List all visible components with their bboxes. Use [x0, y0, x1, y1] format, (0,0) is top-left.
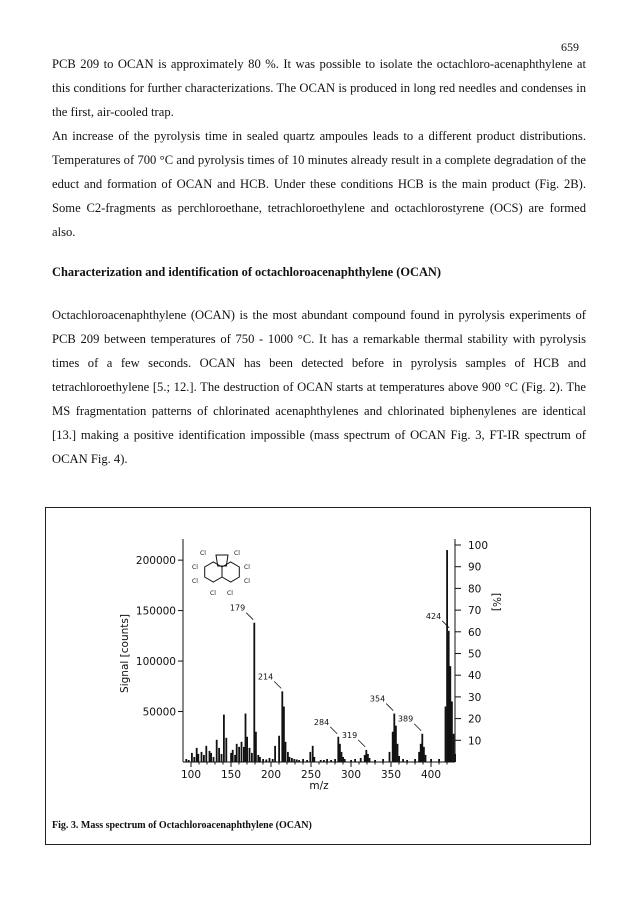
spectrum-peak	[216, 740, 218, 762]
peak-label: 319	[341, 730, 358, 740]
spectrum-peak	[367, 754, 369, 762]
chlorine-label: Cl	[234, 550, 240, 557]
y2-tick-label: 50	[468, 648, 482, 661]
peak-label: 284	[313, 717, 330, 727]
chlorine-label: Cl	[200, 550, 206, 557]
spectrum-peak	[243, 747, 245, 762]
spectrum-peak	[448, 631, 450, 762]
y-tick-label: 50000	[142, 706, 176, 719]
spectrum-peak	[236, 744, 238, 762]
spectrum-peak	[230, 753, 232, 762]
spectrum-peak	[453, 734, 455, 762]
spectrum-peak	[418, 752, 420, 762]
spectrum-peak	[205, 746, 207, 762]
spectrum-peak	[197, 754, 199, 762]
spectrum-peak	[255, 732, 257, 762]
spectrum-peak	[393, 714, 395, 762]
chlorine-label: Cl	[244, 578, 250, 585]
spectrum-peak	[344, 759, 346, 762]
y2-tick-label: 70	[468, 605, 482, 618]
spectrum-peak	[188, 760, 190, 762]
spectrum-peak	[430, 759, 432, 762]
spectrum-peak	[395, 726, 397, 762]
peak-label-pointer	[330, 727, 337, 734]
peak-label-pointer	[442, 621, 449, 628]
peak-label-pointer	[386, 704, 393, 711]
peak-label: 179	[229, 603, 246, 613]
spectrum-peak	[414, 759, 416, 762]
peak-label-pointer	[246, 613, 253, 620]
spectrum-peak	[389, 752, 391, 762]
spectrum-peak	[309, 752, 311, 762]
y2-tick-label: 100	[468, 540, 489, 552]
ocan-structure-diagram	[192, 550, 250, 597]
x-axis-title: m/z	[309, 780, 329, 792]
chlorine-label: Cl	[192, 578, 198, 585]
spectrum-peak	[451, 701, 453, 762]
spectrum-peak	[238, 747, 240, 762]
spectrum-peak	[365, 750, 367, 762]
spectrum-peak	[225, 738, 227, 762]
spectrum-peak	[313, 757, 315, 762]
figure-caption: Fig. 3. Mass spectrum of Octachloroacenaphthylene (OCAN)	[52, 820, 312, 831]
spectrum-peak	[438, 759, 440, 762]
spectrum-peak	[185, 759, 187, 762]
spectrum-peak	[341, 752, 343, 762]
spectrum-peak	[251, 753, 253, 762]
peak-label: 354	[369, 694, 386, 704]
y-tick-label: 150000	[135, 605, 176, 618]
chlorine-label: Cl	[244, 564, 250, 571]
y-axis-title: Signal [counts]	[119, 614, 131, 693]
spectrum-peak	[330, 760, 332, 762]
paragraph-2: An increase of the pyrolysis time in sealed quartz ampoules leads to a different product distributions. Temperatures of 700 °C and pyrolysis times of 10 minutes already result in a complete degradation of the educt and formation of OCAN and HCB. Under these conditions HCB is the main product (Fig. 2B). Some C2-fragments as perchloroethane, tetrachloroethylene and octachlorostyrene (OCS) are formed also.	[52, 129, 586, 239]
paragraph-1: PCB 209 to OCAN is approximately 80 %. It was possible to isolate the octachloro-acenaphthylene at this conditions for further characterizations. The OCAN is produced in long red needles and condenses in the first, air-cooled trap.	[52, 57, 586, 119]
peak-label: 389	[397, 714, 414, 724]
ring-five	[216, 555, 228, 566]
spectrum-peak	[223, 715, 225, 762]
spectrum-peak	[221, 754, 223, 762]
spectrum-peak	[312, 746, 314, 762]
y2-tick-label: 90	[468, 561, 482, 574]
spectrum-peak	[257, 755, 259, 762]
spectrum-peak	[265, 759, 267, 762]
spectrum-peak	[191, 753, 193, 762]
spectrum-peak	[360, 758, 362, 762]
spectrum-peak	[209, 751, 211, 762]
y-tick-label: 100000	[135, 656, 176, 669]
x-tick-label: 300	[340, 769, 362, 781]
x-tick-label: 200	[260, 769, 282, 781]
x-tick-label: 400	[420, 769, 442, 781]
spectrum-peak	[326, 759, 328, 762]
spectrum-peak	[291, 758, 293, 762]
spectrum-peak	[269, 758, 271, 762]
ring-right	[222, 562, 239, 582]
spectrum-peak	[334, 759, 336, 762]
x-tick-label: 350	[380, 769, 402, 781]
y-tick-label: 200000	[135, 555, 176, 568]
y2-tick-label: 80	[468, 583, 482, 596]
spectrum-peak	[241, 742, 243, 762]
spectrum-peak	[454, 754, 456, 762]
y2-tick-label: 40	[468, 670, 482, 683]
spectrum-peak	[382, 759, 384, 762]
x-tick-label: 250	[300, 769, 322, 781]
paragraph-3: Octachloroacenaphthylene (OCAN) is the most abundant compound found in pyrolysis experiments of PCB 209 between temperatures of 750 - 1000 °C. It has a remarkable thermal stability with pyrolysis times of a few seconds. OCAN has been detected before in pyrolysis samples of HCB and tetrachloroethylene [5.; 12.]. The destruction of OCAN starts at temperatures above 900 °C (Fig. 2). The MS fragmentation patterns of chlorinated acenaphthylenes and chlorinated biphenylenes are identical [13.] making a positive identification impossible (mass spectrum of OCAN Fig. 3, FT-IR spectrum of OCAN Fig. 4).	[52, 308, 586, 466]
spectrum-peak	[421, 734, 423, 762]
spectrum-peak	[278, 736, 280, 762]
chlorine-label: Cl	[192, 564, 198, 571]
spectrum-peak	[234, 755, 236, 762]
y2-tick-label: 20	[468, 713, 482, 726]
spectrum-peak	[398, 756, 400, 762]
spectrum-peak	[392, 732, 394, 762]
spectrum-peak	[245, 714, 247, 762]
page-number: 659	[561, 40, 579, 54]
spectrum-peak	[259, 757, 261, 762]
spectrum-peak	[350, 760, 352, 762]
spectrum-peak	[402, 759, 404, 762]
spectrum-peak	[232, 750, 234, 762]
chlorine-label: Cl	[210, 590, 216, 597]
spectrum-peak	[449, 666, 451, 762]
spectrum-peak	[406, 760, 408, 762]
spectrum-peak	[249, 748, 251, 762]
ring-left	[205, 562, 222, 582]
spectrum-peak	[218, 748, 220, 762]
y2-tick-label: 10	[468, 735, 482, 748]
spectrum-peak	[423, 747, 425, 762]
spectrum-peak	[203, 755, 205, 762]
spectrum-peak	[339, 744, 341, 762]
spectrum-peak	[420, 744, 422, 762]
spectrum-peak	[287, 752, 289, 762]
chart-bars	[185, 550, 456, 762]
spectrum-peak	[213, 757, 215, 762]
spectrum-peak	[201, 752, 203, 762]
x-tick-label: 150	[220, 769, 242, 781]
spectrum-peak	[306, 760, 308, 762]
spectrum-peak	[281, 691, 283, 762]
spectrum-peak	[296, 759, 298, 762]
spectrum-peak	[446, 550, 448, 762]
spectrum-peak	[425, 755, 427, 762]
spectrum-peak	[320, 760, 322, 762]
spectrum-peak	[337, 737, 339, 762]
spectrum-peak	[262, 759, 264, 762]
peak-label: 214	[257, 672, 274, 682]
spectrum-peak	[302, 759, 304, 762]
y2-tick-label: 30	[468, 691, 482, 704]
spectrum-peak	[272, 759, 274, 762]
spectrum-peak	[397, 744, 399, 762]
spectrum-peak	[445, 706, 447, 762]
spectrum-peak	[274, 746, 276, 762]
spectrum-peak	[246, 737, 248, 762]
spectrum-peak	[354, 759, 356, 762]
spectrum-peak	[210, 753, 212, 762]
x-tick-label: 100	[180, 769, 202, 781]
spectrum-peak	[293, 759, 295, 762]
y2-axis-title: [%]	[490, 592, 502, 612]
spectrum-peak	[369, 758, 371, 762]
spectrum-peak	[283, 706, 285, 762]
peak-label-pointer	[414, 724, 421, 731]
peak-label: 424	[425, 611, 442, 621]
chart-axes	[178, 539, 461, 767]
y2-tick-label: 60	[468, 626, 482, 639]
spectrum-peak	[342, 757, 344, 762]
spectrum-peak	[253, 623, 255, 762]
spectrum-peak	[323, 760, 325, 762]
spectrum-peak	[364, 755, 366, 762]
peak-label-pointer	[274, 681, 281, 688]
chlorine-label: Cl	[227, 590, 233, 597]
spectrum-peak	[285, 742, 287, 762]
spectrum-peak	[298, 760, 300, 762]
spectrum-peak	[374, 760, 376, 762]
section-heading: Characterization and identification of octachloroacenaphthylene (OCAN)	[52, 265, 442, 279]
spectrum-peak	[289, 757, 291, 762]
spectrum-peak	[193, 757, 195, 762]
peak-label-pointer	[358, 740, 365, 747]
spectrum-peak	[196, 748, 198, 762]
